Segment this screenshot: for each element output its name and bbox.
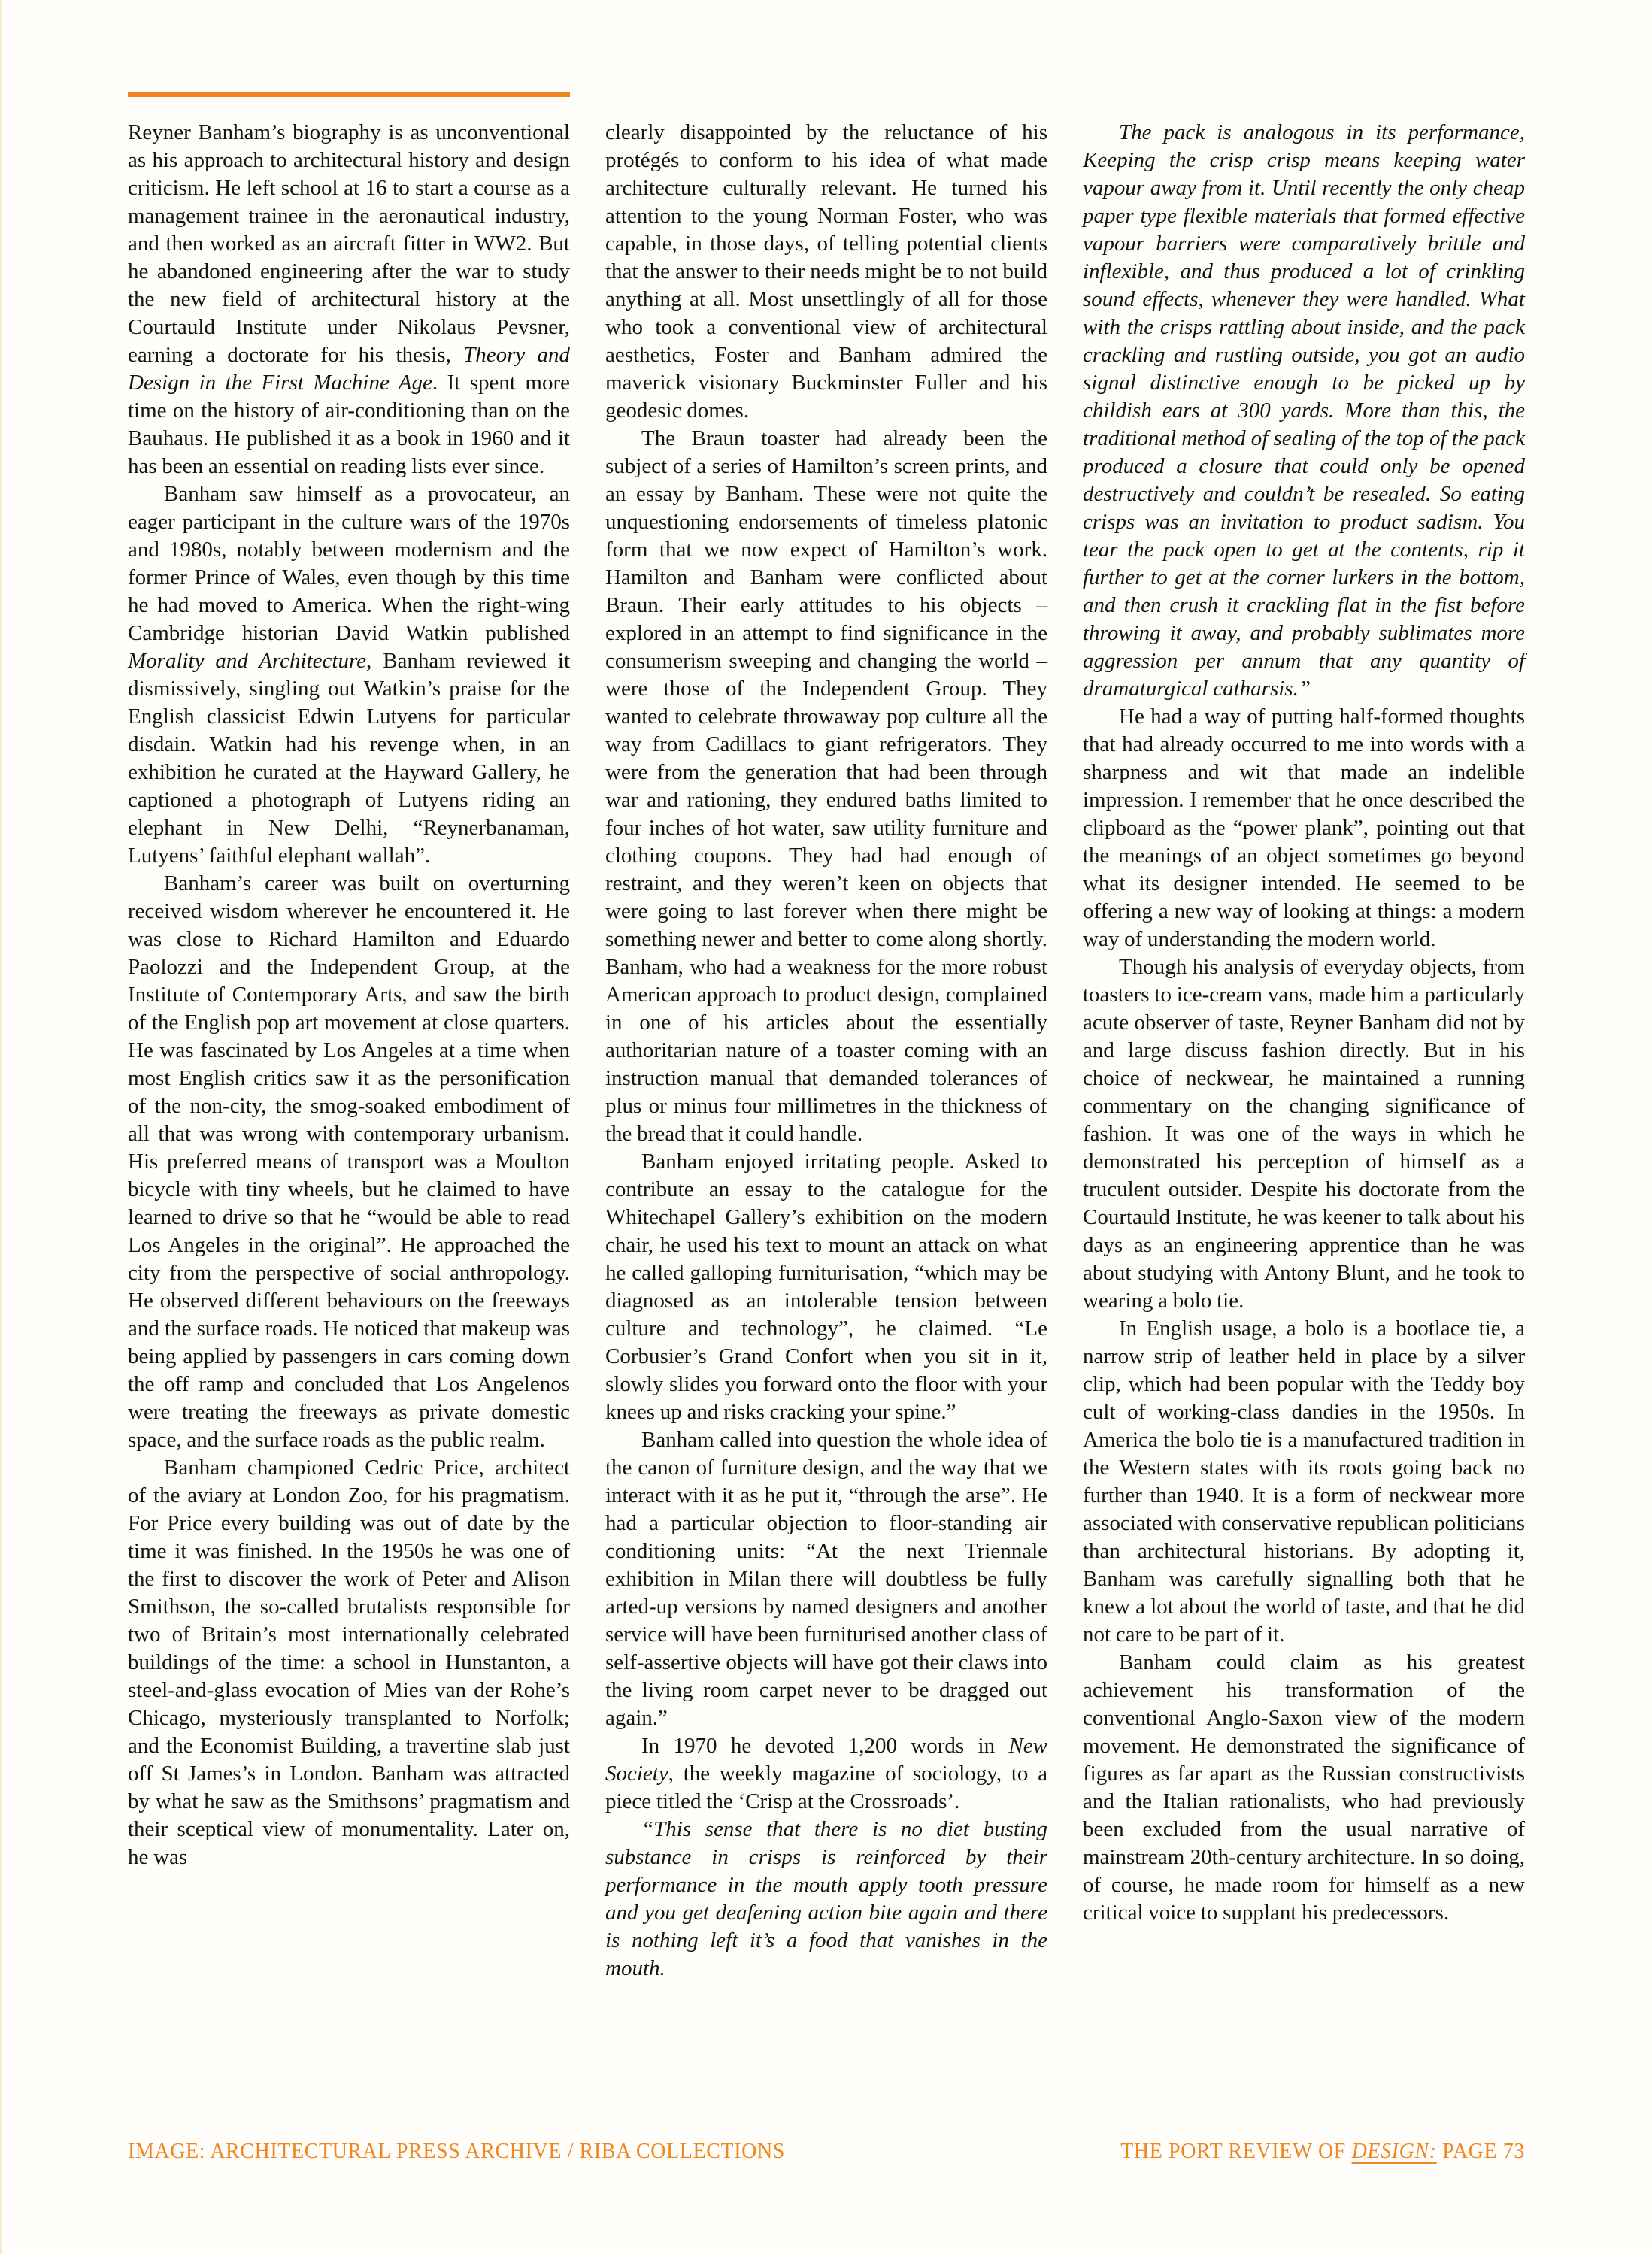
italic-text-run: New Society <box>605 1734 1047 1786</box>
paragraph <box>605 119 1047 425</box>
paragraph <box>1083 953 1525 1315</box>
text-run: In English usage, a bolo is a bootlace tie, a narrow strip of leather held in place by a silver clip, which had been popular with the Teddy boy cult of working-class dandies in the 1950s. In America the bolo tie is a manufactured tradition in the Western states with its roots going back no further than 1940. It is a form of neckwear more associated with conservative republican politicians than architectural historians. By adopting it, Banham was carefully signalling both that he knew a lot about the world of taste, and that he did not care to be part of it. <box>1083 1316 1525 1647</box>
italic-text-run: Morality and Architecture <box>128 649 367 673</box>
italic-text-run: Theory and Design in the First Machine Age <box>128 343 570 395</box>
text-column-3 <box>1083 119 1525 1927</box>
text-run: Banham could claim as his greatest achievement his transformation of the conventional Anglo-Saxon view of the modern movement. He demonstrated the significance of figures as far apart as the Russian constructivists and the Italian rationalists, who had previously been excluded from the usual narrative of mainstream 20th-century architecture. In so doing, of course, he made room for himself as a new critical voice to supplant his predecessors. <box>1083 1650 1525 1925</box>
text-run: He had a way of putting half-formed thoughts that had already occurred to me into words with a sharpness and wit that made an indelible impression. I remember that he once described the clipboard as the “power plank”, pointing out that the meanings of an object sometimes go beyond what its designer intended. He seemed to be offering a new way of looking at things: a modern way of understanding the modern world. <box>1083 704 1525 951</box>
text-run: Banham enjoyed irritating people. Asked to contribute an essay to the catalogue for the Whitechapel Gallery’s exhibition on the modern chair, he used his text to mount an attack on what he called galloping furniturisation, “which may be diagnosed as an intolerable tension between culture and technology”, he claimed. “Le Corbusier’s Grand Confort when you sit in it, slowly slides you forward onto the floor with your knees up and risks cracking your spine.” <box>605 1150 1047 1424</box>
paragraph <box>128 1454 570 1871</box>
text-run: Though his analysis of everyday objects, from toasters to ice-cream vans, made him a particularly acute observer of taste, Reyner Banham did not by and large discuss fashion directly. But in his choice of neckwear, he maintained a running commentary on the changing significance of fashion. It was one of the ways in which he demonstrated his perception of himself as a truculent outsider. Despite his doctorate from the Courtauld Institute, he was keener to talk about his days as an engineering apprentice than he was about studying with Antony Blunt, and he took to wearing a bolo tie. <box>1083 955 1525 1313</box>
paragraph <box>1083 1649 1525 1927</box>
text-run: In 1970 he devoted 1,200 words in <box>641 1734 1009 1758</box>
paragraph <box>128 119 570 480</box>
footer-design-title: DESIGN: <box>1351 2140 1437 2163</box>
paragraph <box>128 870 570 1454</box>
text-run: Banham’s career was built on overturning received wisdom wherever he encountered it. He was close to Richard Hamilton and Eduardo Paolozzi and the Independent Group, at the Institute of Contemporary Arts, and saw the birth of the English pop art movement at close quarters. He was fascinated by Los Angeles at a time when most English critics saw it as the personification of the non-city, the smog-soaked embodiment of all that was wrong with contemporary urbanism. His preferred means of transport was a Moulton bicycle with tiny wheels, but he claimed to have learned to drive so that he “would be able to read Los Angeles in the original”. He approached the city from the perspective of social anthropology. He observed different behaviours on the freeways and the surface roads. He noticed that makeup was being applied by passengers in cars coming down the off ramp and concluded that Los Angelenos were treating the freeways as private domestic space, and the surface roads as the public realm. <box>128 871 570 1452</box>
text-run: The Braun toaster had already been the subject of a series of Hamilton’s screen prints, and an essay by Banham. These were not quite the unquestioning endorsements of timeless platonic form that we now expect of Hamilton’s work. Hamilton and Banham were conflicted about Braun. Their early attitudes to his objects – explored in an attempt to find significance in the consumerism sweeping and changing the world – were those of the Independent Group. They wanted to celebrate throwaway pop culture all the way from Cadillacs to giant refrigerators. They were from the generation that had been through war and rationing, they endured baths limited to four inches of hot water, saw utility furniture and clothing coupons. They had had enough of restraint, and they weren’t keen on objects that were going to last forever when there might be something newer and better to come along shortly. Banham, who had a weakness for the more robust American approach to product design, complained in one of his articles about the essentially authoritarian nature of a toaster coming with an instruction manual that demanded tolerances of plus or minus four millimetres in the thickness of the bread that it could handle. <box>605 426 1047 1146</box>
footer-page-number: PAGE 73 <box>1436 2140 1525 2163</box>
text-run: , the weekly magazine of sociology, to a piece titled the ‘Crisp at the Crossroads’. <box>605 1762 1047 1813</box>
paragraph <box>1083 1315 1525 1649</box>
text-column-1 <box>128 119 570 1871</box>
page-footer <box>128 2140 1525 2164</box>
paragraph <box>1083 119 1525 703</box>
paragraph <box>605 1816 1047 1983</box>
text-run: clearly disappointed by the reluctance of his protégés to conform to his idea of what made architecture culturally relevant. He turned his attention to the young Norman Foster, who was capable, in those days, of telling potential clients that the answer to their needs might be to not build anything at all. Most unsettlingly of all for those who took a conventional view of architectural aesthetics, Foster and Banham admired the maverick visionary Buckminster Fuller and his geodesic domes. <box>605 120 1047 423</box>
text-run: Banham championed Cedric Price, architect of the aviary at London Zoo, for his pragmatism. For Price every building was out of date by the time it was finished. In the 1950s he was one of the first to discover the work of Peter and Alison Smithson, the so-called brutalists responsible for two of Britain’s most internationally celebrated buildings of the time: a school in Hunstanton, a steel-and-glass evocation of Mies van der Rohe’s Chicago, mysteriously transplanted to Norfolk; and the Economist Building, a travertine slab just off St James’s in London. Banham was attracted by what he saw as the Smithsons’ pragmatism and their sceptical view of monumentality. Later on, he was <box>128 1456 570 1869</box>
text-run: “This sense that there is no diet busting substance in crisps is reinforced by their performance in the mouth apply tooth pressure and you get deafening action bite again and there is nothing left it’s a food that vanishes in the mouth. <box>605 1817 1047 1980</box>
image-credit: IMAGE: ARCHITECTURAL PRESS ARCHIVE / RIBA COLLECTIONS <box>128 2140 785 2163</box>
paragraph <box>128 480 570 870</box>
text-run: Banham called into question the whole idea of the canon of furniture design, and the way that we interact with it as he put it, “through the arse”. He had a particular objection to floor-standing air conditioning units: “At the next Triennale exhibition in Milan there will doubtless be fully arted-up versions by named designers and another service will have been furniturised another class of self-assertive objects will have got their claws into the living room carpet never to be dragged out again.” <box>605 1428 1047 1730</box>
page-edge-artifact <box>0 0 2 2254</box>
text-run: The pack is analogous in its performance, Keeping the crisp crisp means keeping water vapour away from it. Until recently the only cheap paper type flexible materials that formed effective vapour barriers were comparatively brittle and inflexible, and thus produced a lot of crinkling sound effects, whenever they were handled. What with the crisps rattling about inside, and the pack crackling and rustling outside, you got an audio signal distinctive enough to be picked up by childish ears at 300 yards. More than this, the traditional method of sealing of the top of the pack produced a closure that could only be opened destructively and couldn’t be resealed. So eating crisps was an invitation to product sadism. You tear the pack open to get at the contents, rip it further to get at the corner lurkers in the bottom, and then crush it crackling flat in the fist before throwing it away, and probably sublimates more aggression per annum that any quantity of dramaturgical catharsis.” <box>1083 120 1525 701</box>
paragraph <box>605 425 1047 1148</box>
text-run: . It spent more time on the history of air-conditioning than on the Bauhaus. He published it as a book in 1960 and it has been an essential on reading lists ever since. <box>128 371 571 478</box>
paragraph <box>1083 703 1525 953</box>
top-accent-rule <box>128 92 570 97</box>
footer-publication-line <box>1120 2140 1525 2164</box>
text-run: Reyner Banham’s biography is as unconventional as his approach to architectural history and design criticism. He left school at 16 to start a course as a management trainee in the aeronautical industry, and then worked as an aircraft fitter in WW2. But he abandoned engineering after the war to study the new field of architectural history at the Courtauld Institute under Nikolaus Pevsner, earning a doctorate for his thesis, <box>128 120 570 367</box>
text-column-2 <box>605 119 1047 1983</box>
paragraph <box>605 1148 1047 1426</box>
text-run: , Banham reviewed it dismissively, singling out Watkin’s praise for the English classicist Edwin Lutyens for particular disdain. Watkin had his revenge when, in an exhibition he curated at the Hayward Gallery, he captioned a photograph of Lutyens riding an elephant in New Delhi, “Reynerbanaman, Lutyens’ faithful elephant wallah”. <box>128 649 570 868</box>
text-run: Banham saw himself as a provocateur, an eager participant in the culture wars of the 1970s and 1980s, notably between modernism and the former Prince of Wales, even though by this time he had moved to America. When the right-wing Cambridge historian David Watkin published <box>128 482 570 645</box>
paragraph <box>605 1426 1047 1732</box>
paragraph <box>605 1732 1047 1816</box>
footer-prefix: THE PORT REVIEW OF <box>1120 2140 1352 2163</box>
